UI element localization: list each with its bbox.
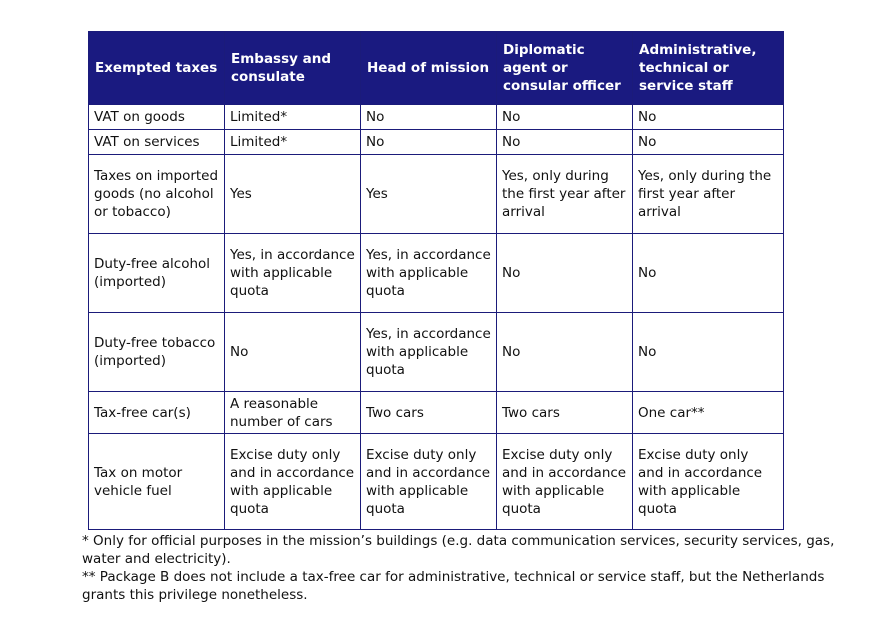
table-cell: No	[497, 234, 633, 313]
header-exempted-taxes: Exempted taxes	[89, 32, 225, 105]
table-cell: Excise duty only and in accordance with applicable quota	[361, 434, 497, 530]
table-cell: Yes, in accordance with applicable quota	[361, 313, 497, 392]
table-cell: Yes, only during the first year after arrival	[497, 155, 633, 234]
table-row	[89, 155, 784, 234]
table-cell: No	[633, 234, 784, 313]
table-cell: Duty-free alcohol (imported)	[89, 234, 225, 313]
header-row	[89, 32, 784, 105]
table-cell: Yes	[361, 155, 497, 234]
table-row	[89, 234, 784, 313]
table-cell: Tax-free car(s)	[89, 392, 225, 434]
table-cell: Yes, in accordance with applicable quota	[225, 234, 361, 313]
footnote-double-asterisk: ** Package B does not include a tax-free car for administrative, technical or service staff, but the Netherlands grants this privilege nonetheless.	[82, 569, 825, 603]
table-cell: No	[633, 313, 784, 392]
table-cell: No	[497, 313, 633, 392]
footnote-single-asterisk: * Only for official purposes in the mission’s buildings (e.g. data communication services, security services, gas, water and electricity).	[82, 533, 835, 567]
table-row	[89, 434, 784, 530]
table-cell: Excise duty only and in accordance with applicable quota	[633, 434, 784, 530]
table-cell: Yes, only during the first year after arrival	[633, 155, 784, 234]
header-admin-staff: Administrative, technical or service staff	[633, 32, 784, 105]
header-embassy-consulate: Embassy and consulate	[225, 32, 361, 105]
footnotes	[82, 532, 842, 604]
table-cell: No	[633, 130, 784, 155]
table-cell: Limited*	[225, 130, 361, 155]
table-cell: Duty-free tobacco (imported)	[89, 313, 225, 392]
table-cell: Two cars	[497, 392, 633, 434]
table-row	[89, 313, 784, 392]
table-cell: No	[633, 105, 784, 130]
tax-exemption-table	[88, 31, 784, 530]
table-row	[89, 392, 784, 434]
header-diplomatic-agent: Diplomatic agent or consular officer	[497, 32, 633, 105]
table-cell: No	[361, 130, 497, 155]
table-cell: VAT on services	[89, 130, 225, 155]
table-cell: No	[361, 105, 497, 130]
table-cell: A reasonable number of cars	[225, 392, 361, 434]
table-row	[89, 105, 784, 130]
table-cell: Excise duty only and in accordance with applicable quota	[497, 434, 633, 530]
table-cell: Yes, in accordance with applicable quota	[361, 234, 497, 313]
table-cell: One car**	[633, 392, 784, 434]
table-cell: Taxes on imported goods (no alcohol or tobacco)	[89, 155, 225, 234]
table-cell: Yes	[225, 155, 361, 234]
table-cell: Tax on motor vehicle fuel	[89, 434, 225, 530]
table-cell: Excise duty only and in accordance with applicable quota	[225, 434, 361, 530]
table-cell: Limited*	[225, 105, 361, 130]
table-cell: Two cars	[361, 392, 497, 434]
header-head-of-mission: Head of mission	[361, 32, 497, 105]
table-cell: No	[497, 105, 633, 130]
table-cell: No	[225, 313, 361, 392]
table-cell: VAT on goods	[89, 105, 225, 130]
table-cell: No	[497, 130, 633, 155]
table-row	[89, 130, 784, 155]
